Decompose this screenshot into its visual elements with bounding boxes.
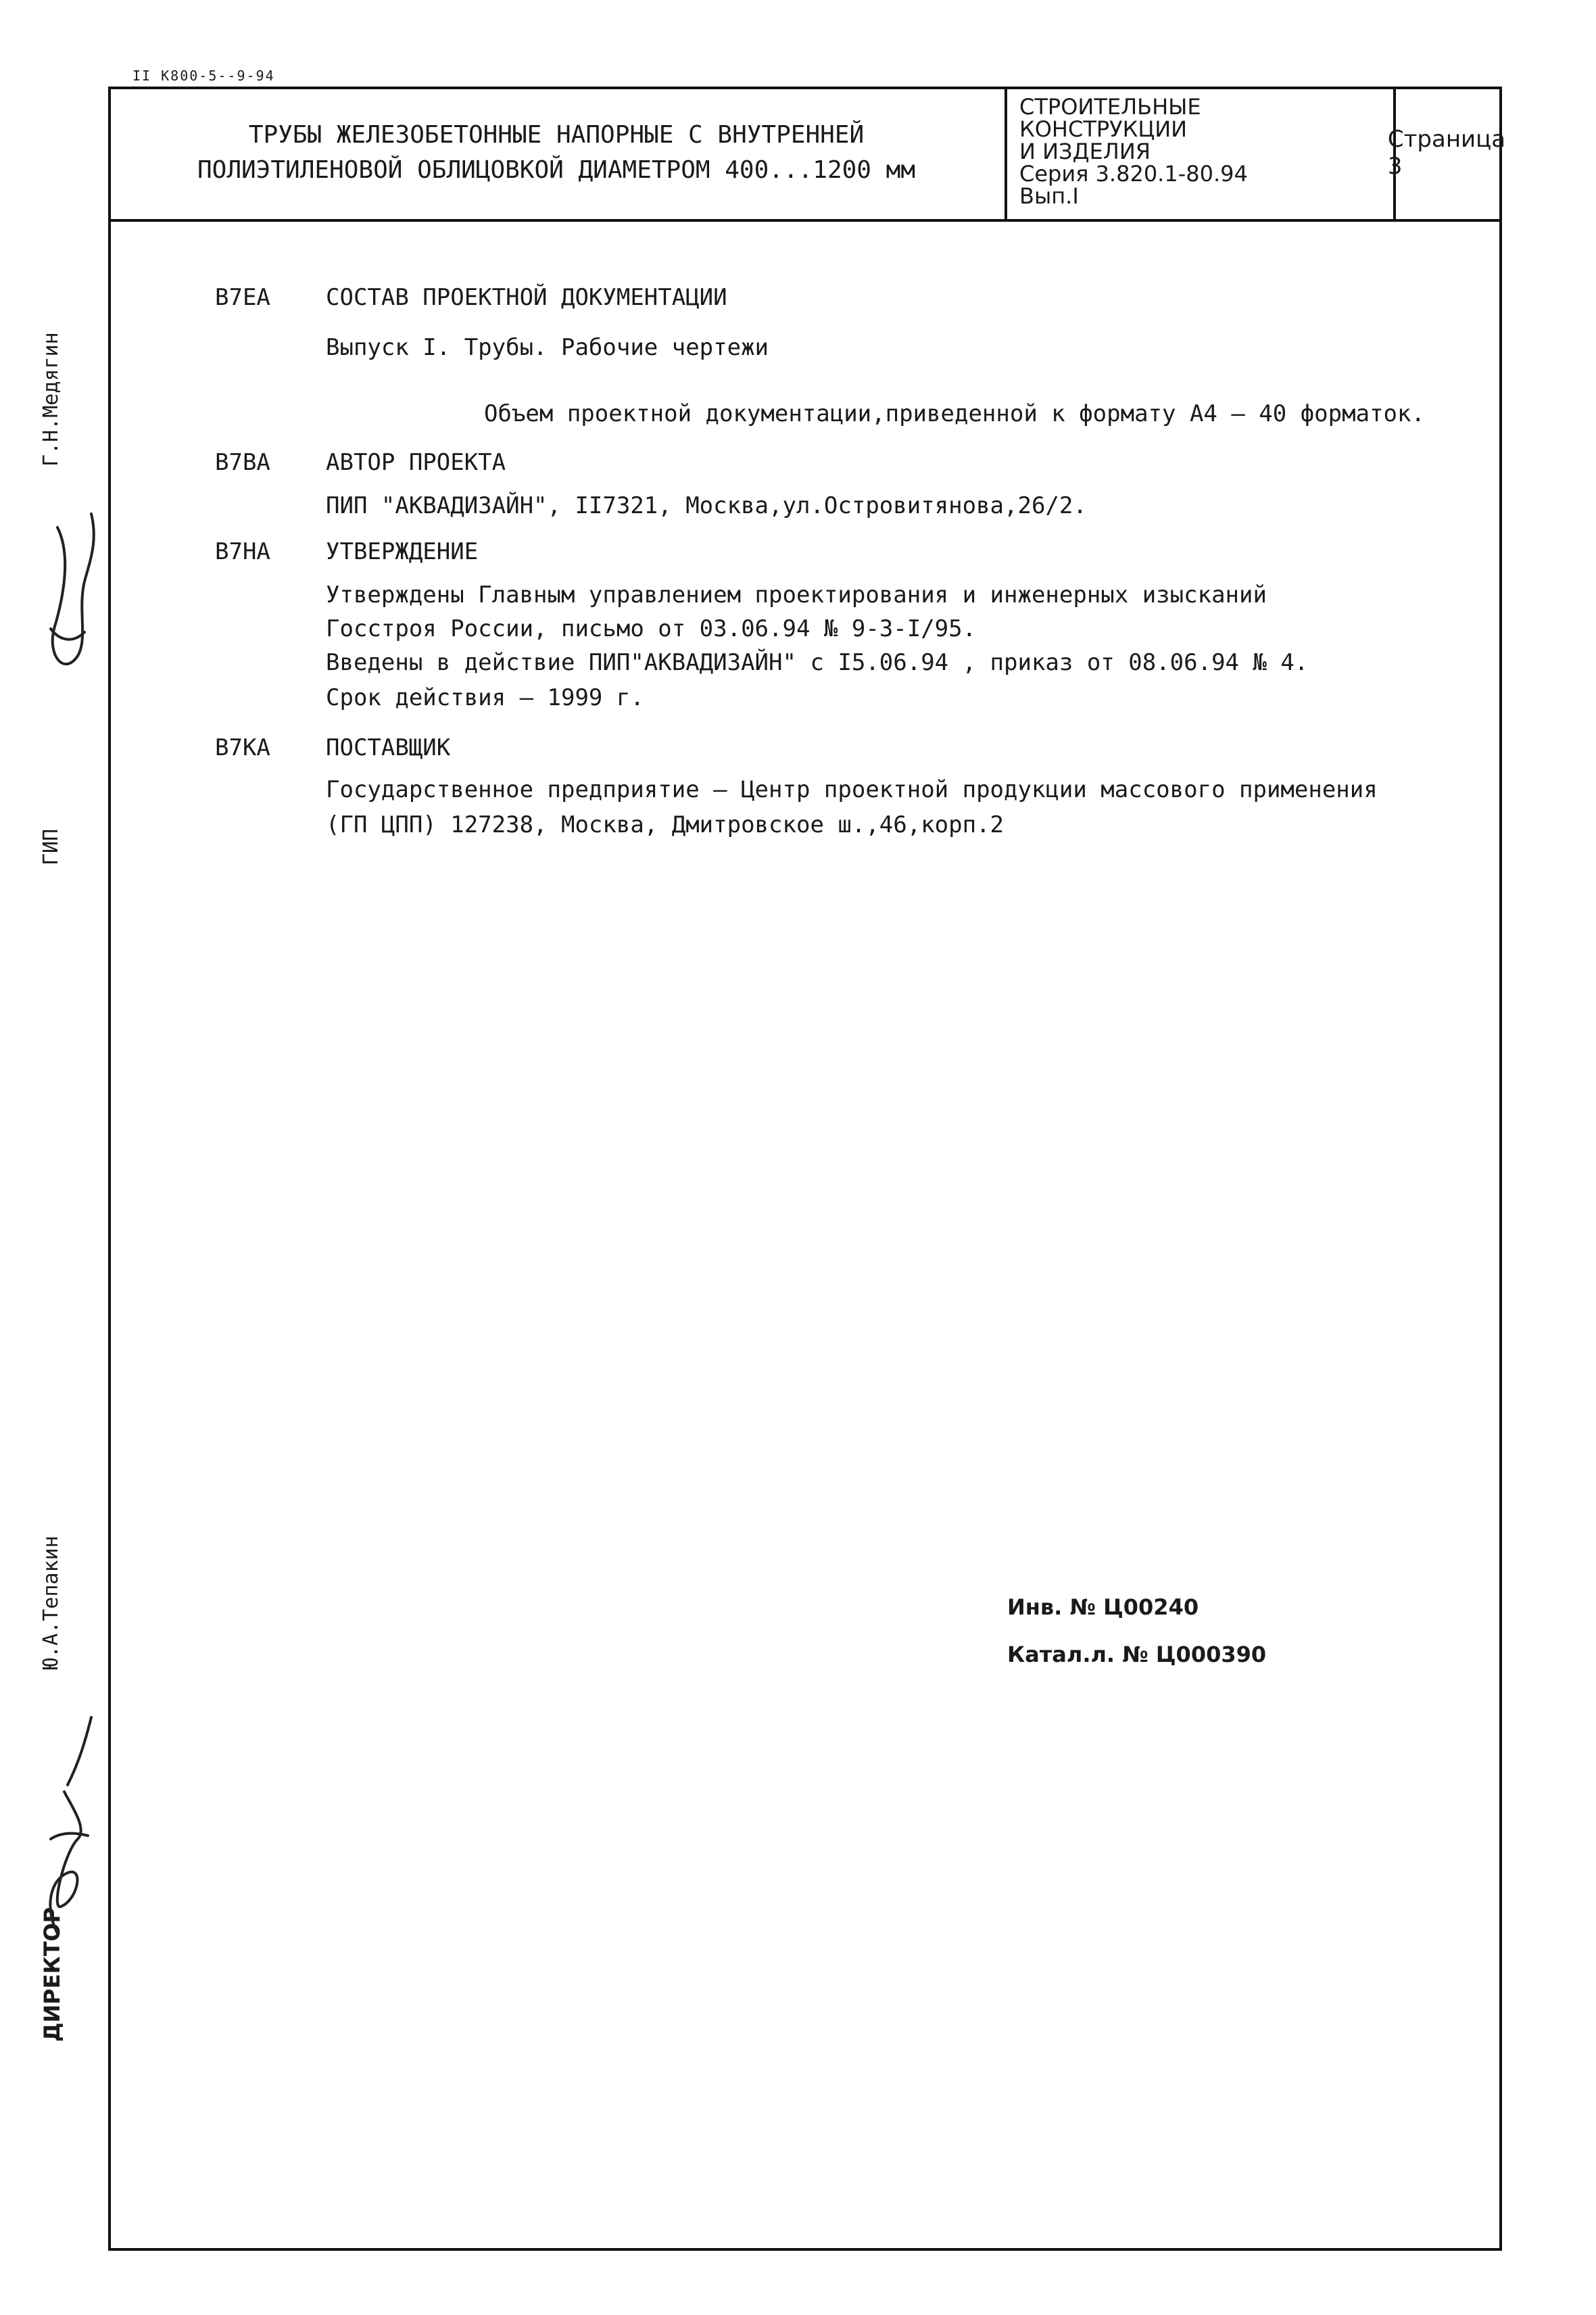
section-line: Введены в действие ПИП"АКВАДИЗАЙН" с I5.06.94 , приказ от 08.06.94 № 4.: [326, 649, 1309, 676]
section-line: Государственное предприятие – Центр проектной продукции массового применения: [326, 776, 1378, 803]
section-line: Выпуск I. Трубы. Рабочие чертежи: [326, 334, 769, 361]
catalog-number: Катал.л. № Ц000390: [1007, 1642, 1267, 1667]
section-line: Срок действия – 1999 г.: [326, 684, 644, 711]
title-line-1: ТРУБЫ ЖЕЛЕЗОБЕТОННЫЕ НАПОРНЫЕ С ВНУТРЕННЕЙ: [248, 121, 865, 149]
chief-engineer-role: ГИП: [39, 828, 63, 865]
section-line: Утверждены Главным управлением проектирования и инженерных изысканий: [326, 581, 1267, 608]
section-code: B7KA: [215, 734, 270, 761]
section-code: B7HA: [215, 538, 270, 565]
section-code: B7BA: [215, 449, 270, 476]
document-code: II K800-5--9-94: [132, 68, 275, 84]
signature-chief-engineer: [37, 487, 105, 696]
section-line: (ГП ЦПП) 127238, Москва, Дмитровское ш.,46,корп.2: [326, 811, 1005, 838]
section-title: УТВЕРЖДЕНИЕ: [326, 538, 479, 565]
series-line-1: СТРОИТЕЛЬНЫЕ: [1019, 94, 1201, 120]
series-line-3: И ИЗДЕЛИЯ: [1019, 139, 1151, 164]
page-number: Страница 3: [1387, 126, 1506, 180]
section-line: ПИП "АКВАДИЗАЙН", II7321, Москва,ул.Островитянова,26/2.: [326, 492, 1087, 519]
title-block: [108, 87, 1506, 222]
section-code: B7EA: [215, 284, 270, 311]
series-line-5: Вып.I: [1019, 183, 1079, 209]
title-line-2: ПОЛИЭТИЛЕНОВОЙ ОБЛИЦОВКОЙ ДИАМЕТРОМ 400...1200 мм: [197, 156, 916, 184]
series-cell: [1007, 87, 1396, 219]
chief-engineer-name: Г.Н.Медягин: [39, 332, 63, 467]
section-title: АВТОР ПРОЕКТА: [326, 449, 506, 476]
series-line-2: КОНСТРУКЦИИ: [1019, 116, 1188, 142]
section-title: СОСТАВ ПРОЕКТНОЙ ДОКУМЕНТАЦИИ: [326, 284, 727, 311]
signature-director: [30, 1704, 105, 1947]
section-line: Госстроя России, письмо от 03.06.94 № 9-3-I/95.: [326, 615, 977, 642]
series-line-4: Серия 3.820.1-80.94: [1019, 161, 1248, 187]
director-name: Ю.А.Тепакин: [39, 1535, 63, 1670]
section-title: ПОСТАВЩИК: [326, 734, 451, 761]
director-role: ДИРЕКТОР: [39, 1907, 65, 2042]
section-line: Объем проектной документации,приведенной к формату A4 – 40 форматок.: [484, 400, 1425, 427]
inventory-number: Инв. № Ц00240: [1007, 1594, 1199, 1620]
title-cell: [108, 87, 1007, 219]
